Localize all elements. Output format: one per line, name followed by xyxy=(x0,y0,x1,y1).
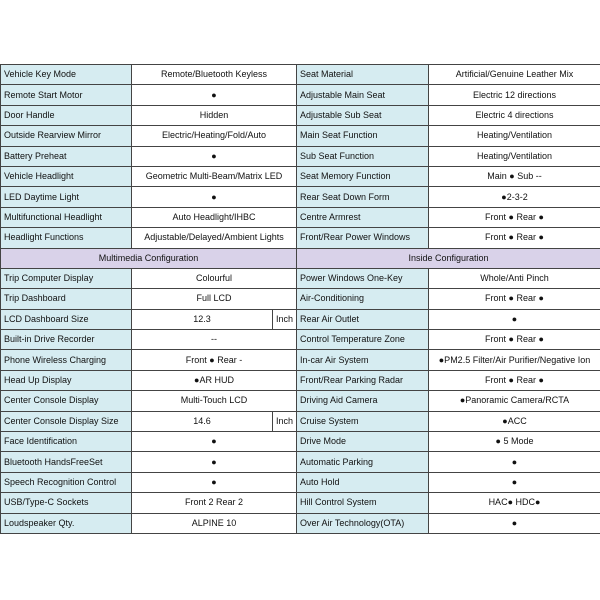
spec-row xyxy=(1,472,600,492)
left-spec-label: Trip Computer Display xyxy=(1,268,132,288)
right-spec-label: Drive Mode xyxy=(297,432,429,452)
right-spec-value: Heating/Ventilation xyxy=(429,146,600,166)
right-spec-value: Whole/Anti Pinch xyxy=(429,268,600,288)
left-spec-value: 14.6 xyxy=(132,411,273,431)
spec-row xyxy=(1,493,600,513)
spec-row xyxy=(1,289,600,309)
right-spec-label: Front/Rear Parking Radar xyxy=(297,370,429,390)
left-spec-value: ● xyxy=(132,432,297,452)
left-spec-label: Battery Preheat xyxy=(1,146,132,166)
left-spec-label: Bluetooth HandsFreeSet xyxy=(1,452,132,472)
right-spec-value: ● xyxy=(429,513,600,533)
spec-row xyxy=(1,126,600,146)
left-spec-value: Full LCD xyxy=(132,289,297,309)
left-spec-label: Multifunctional Headlight xyxy=(1,207,132,227)
right-spec-value: ●2-3-2 xyxy=(429,187,600,207)
left-spec-value: Front 2 Rear 2 xyxy=(132,493,297,513)
right-spec-label: In-car Air System xyxy=(297,350,429,370)
right-spec-label: Adjustable Sub Seat xyxy=(297,105,429,125)
left-spec-value: Front ● Rear - xyxy=(132,350,297,370)
right-spec-label: Cruise System xyxy=(297,411,429,431)
left-spec-label: Speech Recognition Control xyxy=(1,472,132,492)
left-spec-value: Hidden xyxy=(132,105,297,125)
right-spec-label: Adjustable Main Seat xyxy=(297,85,429,105)
left-spec-label: Center Console Display xyxy=(1,391,132,411)
spec-row xyxy=(1,85,600,105)
left-spec-value: ● xyxy=(132,85,297,105)
spec-row xyxy=(1,166,600,186)
left-spec-unit: Inch xyxy=(273,411,297,431)
left-spec-value: ● xyxy=(132,187,297,207)
section-header-row xyxy=(1,248,600,268)
left-spec-label: Door Handle xyxy=(1,105,132,125)
left-spec-value: ● xyxy=(132,472,297,492)
right-spec-value: Electric 12 directions xyxy=(429,85,600,105)
left-spec-label: Headlight Functions xyxy=(1,228,132,248)
left-spec-value: -- xyxy=(132,330,297,350)
spec-row xyxy=(1,350,600,370)
right-spec-value: Front ● Rear ● xyxy=(429,330,600,350)
left-spec-value: Geometric Multi-Beam/Matrix LED xyxy=(132,166,297,186)
spec-row xyxy=(1,268,600,288)
right-spec-value: ● xyxy=(429,452,600,472)
inside-section-header: Inside Configuration xyxy=(297,248,600,268)
right-spec-value: ●Panoramic Camera/RCTA xyxy=(429,391,600,411)
left-spec-value: Multi-Touch LCD xyxy=(132,391,297,411)
left-spec-label: Face Identification xyxy=(1,432,132,452)
right-spec-value: HAC● HDC● xyxy=(429,493,600,513)
left-spec-value: Adjustable/Delayed/Ambient Lights xyxy=(132,228,297,248)
left-spec-label: USB/Type-C Sockets xyxy=(1,493,132,513)
left-spec-value: ● xyxy=(132,452,297,472)
right-spec-label: Control Temperature Zone xyxy=(297,330,429,350)
right-spec-value: ●PM2.5 Filter/Air Purifier/Negative Ion xyxy=(429,350,600,370)
right-spec-label: Air-Conditioning xyxy=(297,289,429,309)
right-spec-value: Front ● Rear ● xyxy=(429,207,600,227)
right-spec-value: Heating/Ventilation xyxy=(429,126,600,146)
left-spec-label: Vehicle Headlight xyxy=(1,166,132,186)
right-spec-label: Rear Seat Down Form xyxy=(297,187,429,207)
spec-row xyxy=(1,330,600,350)
spec-row xyxy=(1,207,600,227)
spec-row xyxy=(1,228,600,248)
spec-row xyxy=(1,65,600,85)
vehicle-spec-table xyxy=(0,64,600,534)
right-spec-label: Over Air Technology(OTA) xyxy=(297,513,429,533)
right-spec-value: ● xyxy=(429,472,600,492)
right-spec-value: ● xyxy=(429,309,600,329)
left-spec-value: Colourful xyxy=(132,268,297,288)
spec-table-bottom-body xyxy=(1,268,600,533)
right-spec-label: Seat Memory Function xyxy=(297,166,429,186)
right-spec-value: Main ● Sub -- xyxy=(429,166,600,186)
right-spec-value: Electric 4 directions xyxy=(429,105,600,125)
spec-row xyxy=(1,411,600,431)
left-spec-unit: Inch xyxy=(273,309,297,329)
right-spec-label: Front/Rear Power Windows xyxy=(297,228,429,248)
spec-row xyxy=(1,452,600,472)
spec-row xyxy=(1,309,600,329)
right-spec-label: Hill Control System xyxy=(297,493,429,513)
right-spec-label: Centre Armrest xyxy=(297,207,429,227)
right-spec-value: ● 5 Mode xyxy=(429,432,600,452)
right-spec-value: ●ACC xyxy=(429,411,600,431)
spec-row xyxy=(1,105,600,125)
spec-row xyxy=(1,370,600,390)
left-spec-value: ● xyxy=(132,146,297,166)
right-spec-label: Auto Hold xyxy=(297,472,429,492)
left-spec-label: Head Up Display xyxy=(1,370,132,390)
spec-row xyxy=(1,432,600,452)
spec-row xyxy=(1,513,600,533)
left-spec-label: Outside Rearview Mirror xyxy=(1,126,132,146)
left-spec-value: ●AR HUD xyxy=(132,370,297,390)
left-spec-value: Electric/Heating/Fold/Auto xyxy=(132,126,297,146)
left-spec-label: Vehicle Key Mode xyxy=(1,65,132,85)
right-spec-label: Power Windows One-Key xyxy=(297,268,429,288)
left-spec-label: Center Console Display Size xyxy=(1,411,132,431)
left-spec-label: Built-in Drive Recorder xyxy=(1,330,132,350)
left-spec-label: LCD Dashboard Size xyxy=(1,309,132,329)
spec-row xyxy=(1,187,600,207)
spec-table-top-body xyxy=(1,65,600,249)
right-spec-value: Front ● Rear ● xyxy=(429,228,600,248)
right-spec-label: Sub Seat Function xyxy=(297,146,429,166)
left-spec-value: Remote/Bluetooth Keyless xyxy=(132,65,297,85)
left-spec-value: 12.3 xyxy=(132,309,273,329)
right-spec-label: Automatic Parking xyxy=(297,452,429,472)
spec-row xyxy=(1,391,600,411)
spec-row xyxy=(1,146,600,166)
right-spec-value: Artificial/Genuine Leather Mix xyxy=(429,65,600,85)
multimedia-section-header: Multimedia Configuration xyxy=(1,248,297,268)
right-spec-label: Seat Material xyxy=(297,65,429,85)
right-spec-value: Front ● Rear ● xyxy=(429,370,600,390)
left-spec-label: Phone Wireless Charging xyxy=(1,350,132,370)
right-spec-label: Main Seat Function xyxy=(297,126,429,146)
right-spec-label: Driving Aid Camera xyxy=(297,391,429,411)
left-spec-value: ALPINE 10 xyxy=(132,513,297,533)
spec-table-section-header xyxy=(1,248,600,268)
left-spec-label: Loudspeaker Qty. xyxy=(1,513,132,533)
right-spec-label: Rear Air Outlet xyxy=(297,309,429,329)
right-spec-value: Front ● Rear ● xyxy=(429,289,600,309)
left-spec-label: LED Daytime Light xyxy=(1,187,132,207)
left-spec-value: Auto Headlight/IHBC xyxy=(132,207,297,227)
left-spec-label: Remote Start Motor xyxy=(1,85,132,105)
left-spec-label: Trip Dashboard xyxy=(1,289,132,309)
